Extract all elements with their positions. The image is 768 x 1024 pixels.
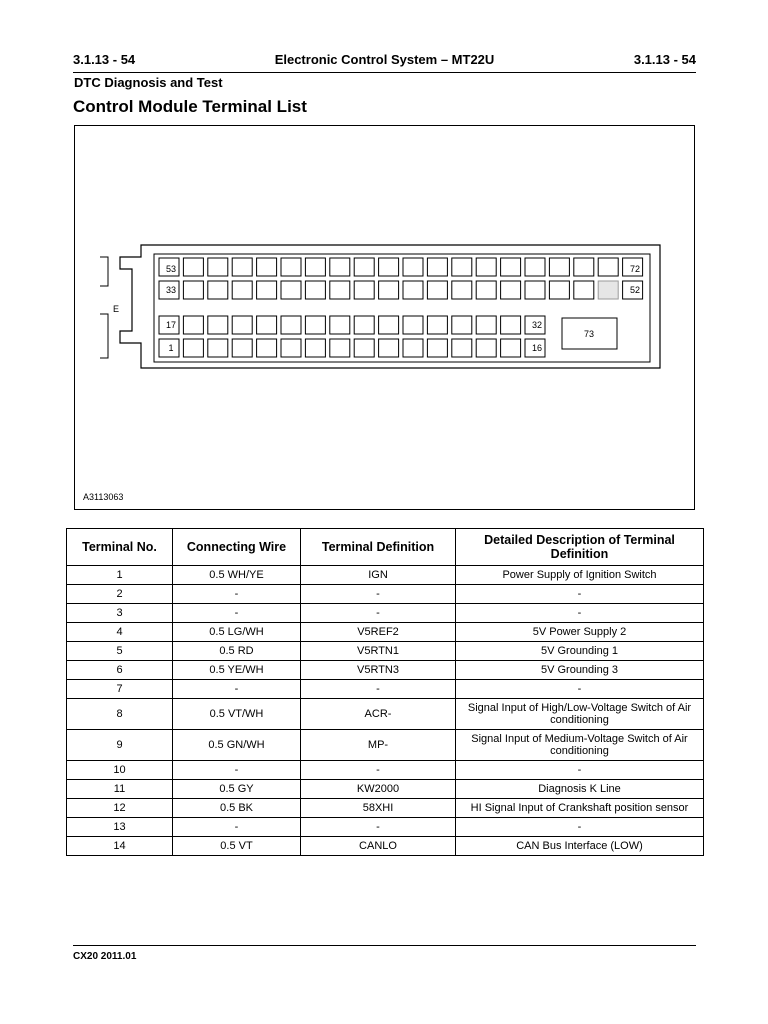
detailed-description: - xyxy=(456,818,704,837)
detailed-description: CAN Bus Interface (LOW) xyxy=(456,837,704,856)
pin-cell xyxy=(427,258,447,276)
connecting-wire: - xyxy=(173,604,301,623)
detailed-description: HI Signal Input of Crankshaft position sensor xyxy=(456,799,704,818)
pin-label-17: 17 xyxy=(165,320,177,330)
detailed-description: - xyxy=(456,585,704,604)
pin-cell xyxy=(403,316,423,334)
col-terminal-definition: Terminal Definition xyxy=(301,529,456,566)
connecting-wire: - xyxy=(173,761,301,780)
pin-cell xyxy=(501,339,521,357)
page-header xyxy=(73,50,696,73)
pin-cell xyxy=(525,258,545,276)
terminal-no: 14 xyxy=(67,837,173,856)
terminal-no: 3 xyxy=(67,604,173,623)
terminal-definition: CANLO xyxy=(301,837,456,856)
terminal-no: 13 xyxy=(67,818,173,837)
pin-cell xyxy=(549,281,569,299)
pin-label-52: 52 xyxy=(629,285,641,295)
pin-cell xyxy=(330,316,350,334)
pin-cell xyxy=(183,258,203,276)
connector-latch-bottom xyxy=(100,314,108,358)
pin-cell xyxy=(257,258,277,276)
section-number-right: 3.1.13 - 54 xyxy=(633,52,696,67)
pin-cell xyxy=(427,316,447,334)
terminal-definition: V5RTN3 xyxy=(301,661,456,680)
pin-cell xyxy=(452,339,472,357)
detailed-description: Power Supply of Ignition Switch xyxy=(456,566,704,585)
page-footer xyxy=(73,945,696,962)
pin-cell xyxy=(281,258,301,276)
table-row xyxy=(67,699,704,730)
terminal-definition: 58XHI xyxy=(301,799,456,818)
terminal-no: 12 xyxy=(67,799,173,818)
pin-cell xyxy=(305,281,325,299)
detailed-description: Signal Input of Medium-Voltage Switch of Air conditioning xyxy=(456,730,704,761)
table-row xyxy=(67,661,704,680)
table-row xyxy=(67,761,704,780)
pin-cell xyxy=(257,339,277,357)
table-row xyxy=(67,585,704,604)
terminal-table xyxy=(66,528,704,856)
terminal-no: 4 xyxy=(67,623,173,642)
connecting-wire: 0.5 RD xyxy=(173,642,301,661)
table-row xyxy=(67,604,704,623)
pin-cell xyxy=(257,316,277,334)
page-title: Control Module Terminal List xyxy=(73,97,307,116)
connecting-wire: 0.5 GY xyxy=(173,780,301,799)
pin-cell xyxy=(379,339,399,357)
terminal-no: 10 xyxy=(67,761,173,780)
terminal-no: 2 xyxy=(67,585,173,604)
pin-label-72: 72 xyxy=(629,264,641,274)
connector-diagram xyxy=(75,126,693,508)
pin-cell xyxy=(208,281,228,299)
pin-cell xyxy=(208,258,228,276)
pin-cell xyxy=(208,339,228,357)
pin-cell xyxy=(598,258,618,276)
connector-latch-top xyxy=(100,257,108,286)
terminal-no: 11 xyxy=(67,780,173,799)
connecting-wire: 0.5 VT xyxy=(173,837,301,856)
terminal-definition: V5REF2 xyxy=(301,623,456,642)
table-row xyxy=(67,730,704,761)
terminal-no: 6 xyxy=(67,661,173,680)
connecting-wire: - xyxy=(173,585,301,604)
pin-cell xyxy=(183,316,203,334)
pin-cell xyxy=(305,339,325,357)
terminal-definition: - xyxy=(301,761,456,780)
pin-cell xyxy=(232,339,252,357)
pin-label-53: 53 xyxy=(165,264,177,274)
pin-cell xyxy=(574,258,594,276)
pin-label-73: 73 xyxy=(583,329,595,339)
pin-cell xyxy=(281,316,301,334)
pin-cell xyxy=(281,281,301,299)
pin-label-32: 32 xyxy=(531,320,543,330)
pin-cell xyxy=(305,316,325,334)
pin-label-33: 33 xyxy=(165,285,177,295)
pin-cell xyxy=(232,281,252,299)
pin-cell xyxy=(232,258,252,276)
terminal-definition: - xyxy=(301,680,456,699)
table-row xyxy=(67,680,704,699)
terminal-definition: ACR- xyxy=(301,699,456,730)
pin-label-16: 16 xyxy=(531,343,543,353)
terminal-definition: IGN xyxy=(301,566,456,585)
pin-cell xyxy=(427,281,447,299)
table-row xyxy=(67,623,704,642)
header-title: Electronic Control System – MT22U xyxy=(274,52,495,67)
pin-cell xyxy=(476,339,496,357)
pin-cell xyxy=(354,339,374,357)
detailed-description: Diagnosis K Line xyxy=(456,780,704,799)
pin-cell xyxy=(574,281,594,299)
pin-cell xyxy=(330,258,350,276)
terminal-no: 7 xyxy=(67,680,173,699)
figure-id: A3113063 xyxy=(83,492,124,502)
terminal-no: 5 xyxy=(67,642,173,661)
terminal-no: 1 xyxy=(67,566,173,585)
pin-cell xyxy=(501,316,521,334)
pin-cell xyxy=(379,281,399,299)
pin-cell xyxy=(183,281,203,299)
pin-label-1: 1 xyxy=(168,343,174,353)
pin-cell xyxy=(330,339,350,357)
connecting-wire: 0.5 WH/YE xyxy=(173,566,301,585)
table-row xyxy=(67,799,704,818)
pin-cell xyxy=(452,281,472,299)
pin-cell xyxy=(501,258,521,276)
footer-doc-id: CX20 2011.01 xyxy=(73,951,137,962)
pin-cell xyxy=(354,258,374,276)
pin-cell xyxy=(281,339,301,357)
terminal-no: 8 xyxy=(67,699,173,730)
terminal-definition: - xyxy=(301,604,456,623)
connecting-wire: 0.5 YE/WH xyxy=(173,661,301,680)
pin-cell xyxy=(427,339,447,357)
connecting-wire: - xyxy=(173,818,301,837)
table-header-row xyxy=(67,529,704,566)
detailed-description: 5V Power Supply 2 xyxy=(456,623,704,642)
pin-cell xyxy=(379,316,399,334)
detailed-description: 5V Grounding 1 xyxy=(456,642,704,661)
connecting-wire: 0.5 LG/WH xyxy=(173,623,301,642)
terminal-definition: V5RTN1 xyxy=(301,642,456,661)
pin-cell xyxy=(476,316,496,334)
detailed-description: Signal Input of High/Low-Voltage Switch of Air conditioning xyxy=(456,699,704,730)
detailed-description: - xyxy=(456,604,704,623)
pin-cell xyxy=(598,281,618,299)
terminal-no: 9 xyxy=(67,730,173,761)
section-number-left: 3.1.13 - 54 xyxy=(73,52,136,67)
pin-cell xyxy=(183,339,203,357)
connecting-wire: - xyxy=(173,680,301,699)
pin-cell xyxy=(232,316,252,334)
table-row xyxy=(67,837,704,856)
pin-cell xyxy=(208,316,228,334)
table-row xyxy=(67,780,704,799)
connector-figure xyxy=(74,125,695,510)
col-connecting-wire: Connecting Wire xyxy=(173,529,301,566)
connecting-wire: 0.5 GN/WH xyxy=(173,730,301,761)
subheading: DTC Diagnosis and Test xyxy=(74,75,223,90)
pin-cell xyxy=(305,258,325,276)
terminal-definition: - xyxy=(301,585,456,604)
pin-cell xyxy=(379,258,399,276)
pin-cell xyxy=(257,281,277,299)
pin-cell xyxy=(403,281,423,299)
detailed-description: - xyxy=(456,761,704,780)
pin-cell xyxy=(525,281,545,299)
pin-cell xyxy=(476,281,496,299)
pin-cell xyxy=(452,258,472,276)
pin-cell xyxy=(501,281,521,299)
pin-cell xyxy=(403,339,423,357)
pin-cell xyxy=(403,258,423,276)
connector-side-label: E xyxy=(112,304,120,314)
pin-cell xyxy=(452,316,472,334)
terminal-definition: MP- xyxy=(301,730,456,761)
connecting-wire: 0.5 VT/WH xyxy=(173,699,301,730)
table-row xyxy=(67,566,704,585)
connecting-wire: 0.5 BK xyxy=(173,799,301,818)
col-terminal-no: Terminal No. xyxy=(67,529,173,566)
pin-cell xyxy=(354,316,374,334)
pin-cell xyxy=(330,281,350,299)
pin-cell xyxy=(354,281,374,299)
detailed-description: - xyxy=(456,680,704,699)
table-row xyxy=(67,818,704,837)
terminal-definition: - xyxy=(301,818,456,837)
pin-cell xyxy=(549,258,569,276)
terminal-definition: KW2000 xyxy=(301,780,456,799)
pin-cell xyxy=(476,258,496,276)
col-detailed-description: Detailed Description of Terminal Definition xyxy=(456,529,704,566)
detailed-description: 5V Grounding 3 xyxy=(456,661,704,680)
table-row xyxy=(67,642,704,661)
